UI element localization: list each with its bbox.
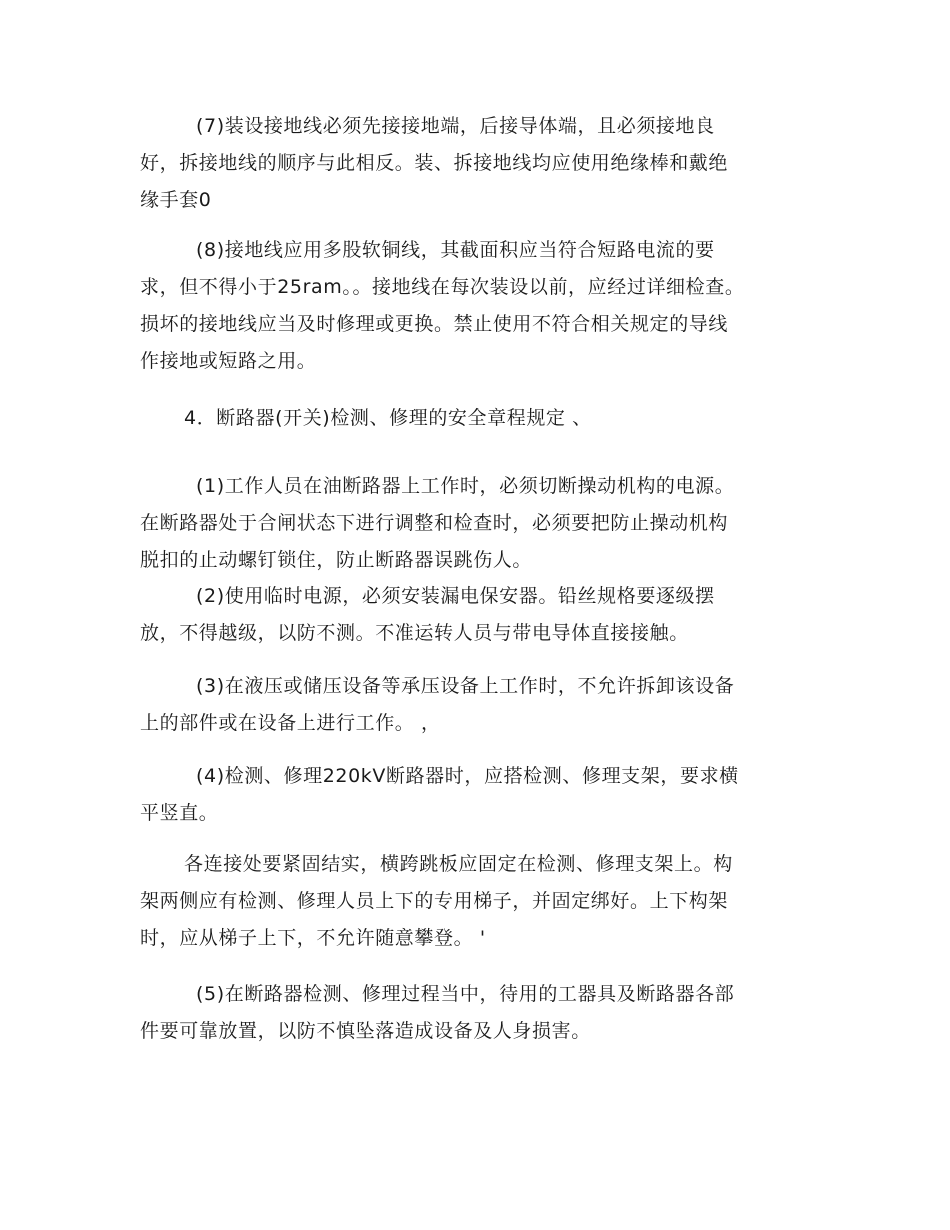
section-heading-4 [140,400,800,437]
text-line: 损坏的接地线应当及时修理或更换。禁止使用不符合相关规定的导线 [140,313,729,335]
text-line: 缘手套0 [140,189,212,211]
text-line: 脱扣的止动螺钉锁住，防止断路器误跳伤人。 [140,549,533,571]
text-line: 各连接处要紧固结实，横跨跳板应固定在检测、修理支架上。构 [184,853,733,875]
paragraph-5 [140,976,800,1050]
paragraph-4-continued [140,846,800,957]
text-line: 平竖直。 [140,802,219,824]
paragraph-3 [140,668,800,742]
text-line: (3)在液压或储压设备等承压设备上工作时，不允许拆卸该设备 [196,675,735,697]
text-line: (8)接地线应用多股软铜线，其截面积应当符合短路电流的要 [196,239,715,261]
text-line: (7)装设接地线必须先接接地端，后接导体端，且必须接地良 [196,115,715,137]
text-line: 时，应从梯子上下，不允许随意攀登。 ' [140,927,486,949]
text-line: (1)工作人员在油断路器上工作时，必须切断操动机构的电源。 [196,475,735,497]
text-line: 求，但不得小于25ram。。接地线在每次装设以前，应经过详细检查。 [140,276,745,298]
paragraph-1 [140,468,800,579]
text-line: 作接地或短路之用。 [140,350,317,372]
paragraph-2 [140,578,800,652]
paragraph-7 [140,108,800,219]
heading-line: 4．断路器(开关)检测、修理的安全章程规定 、 [184,407,592,429]
text-line: 上的部件或在设备上进行工作。 ， [140,712,441,734]
paragraph-4 [140,758,800,832]
text-line: 架两侧应有检测、修理人员上下的专用梯子，并固定绑好。上下构架 [140,890,729,912]
text-line: 件要可靠放置，以防不慎坠落造成设备及人身损害。 [140,1020,591,1042]
paragraph-8 [140,232,800,380]
text-line: (5)在断路器检测、修理过程当中，待用的工器具及断路器各部 [196,983,735,1005]
text-line: 放，不得越级，以防不测。不准运转人员与带电导体直接接触。 [140,622,689,644]
text-line: 在断路器处于合闸状态下进行调整和检查时，必须要把防止操动机构 [140,512,729,534]
text-line: 好，拆接地线的顺序与此相反。装、拆接地线均应使用绝缘棒和戴绝 [140,152,729,174]
text-line: (2)使用临时电源，必须安装漏电保安器。铅丝规格要逐级摆 [196,585,715,607]
text-line: (4)检测、修理220kV断路器时，应搭检测、修理支架，要求横 [196,765,739,787]
